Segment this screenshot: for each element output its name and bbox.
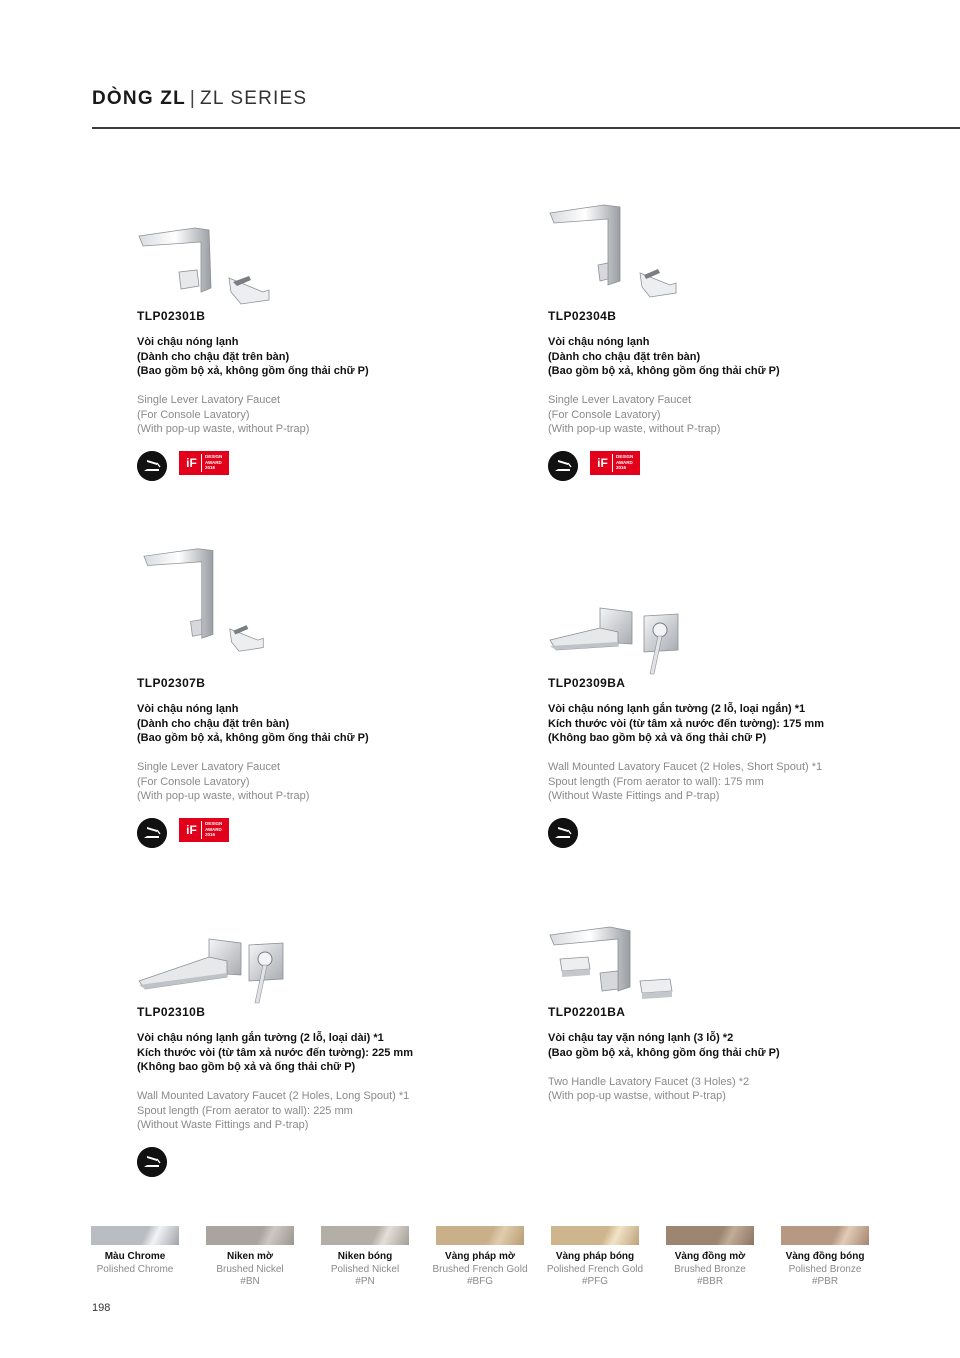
product-desc-en-2: (For Console Lavatory) [548, 409, 661, 421]
page-header [92, 88, 307, 110]
product-desc-vn-2: (Dành cho chậu đặt trên bàn) [137, 351, 290, 363]
product-desc-vn-2: (Dành cho chậu đặt trên bàn) [137, 718, 290, 730]
eco-badge-icon [137, 1147, 167, 1177]
finish-swatch [315, 1226, 415, 1289]
product-desc-en-3: (Without Waste Fittings and P-trap) [137, 1119, 309, 1131]
finish-name-en: Brushed French Gold [432, 1263, 528, 1275]
finish-code: #BFG [466, 1276, 494, 1287]
finish-swatch [430, 1226, 530, 1289]
finish-name-vn: Vàng đồng mờ [674, 1251, 746, 1262]
title-separator: | [189, 88, 197, 109]
if-design-award-badge [179, 451, 229, 475]
page-number: 198 [92, 1302, 111, 1314]
faucet-console-extra-tall-image [137, 545, 287, 655]
product-desc-en-1: Single Lever Lavatory Faucet [137, 394, 281, 406]
product-code: TLP02301B [137, 309, 206, 323]
product-desc-en-2: (With pop-up wastse, without P-trap) [548, 1090, 726, 1102]
finish-code: #PFG [581, 1276, 609, 1287]
if-logo-mark: iF [182, 454, 202, 472]
product-desc-vn-1: Vòi chậu tay vặn nóng lạnh (3 lỗ) *2 [548, 1032, 734, 1044]
product-code: TLP02201BA [548, 1005, 626, 1019]
product-desc-vn-1: Vòi chậu nóng lạnh [137, 336, 239, 348]
series-title-vn: DÒNG ZL [92, 88, 186, 109]
if-award-text: DESIGN AWARD 2016 [205, 821, 223, 837]
product-card-tlp02301b [137, 200, 477, 490]
finish-chip [436, 1226, 524, 1245]
product-desc-vn-3: (Bao gồm bộ xả, không gồm ống thải chữ P) [548, 365, 780, 377]
finish-name-en: Polished French Gold [546, 1263, 644, 1275]
product-desc-en-1: Single Lever Lavatory Faucet [548, 394, 692, 406]
faucet-console-short-image [137, 212, 287, 322]
finish-code: #PBR [811, 1276, 839, 1287]
product-desc-en-3: (Without Waste Fittings and P-trap) [548, 790, 720, 802]
if-logo-mark: iF [593, 454, 613, 472]
product-card-tlp02309ba [548, 567, 888, 857]
if-design-award-badge [179, 818, 229, 842]
finish-chip [666, 1226, 754, 1245]
product-desc-en-3: (With pop-up waste, without P-trap) [137, 790, 310, 802]
product-code: TLP02310B [137, 1005, 206, 1019]
finish-name-vn: Vàng pháp bóng [555, 1251, 635, 1262]
finish-chip [206, 1226, 294, 1245]
product-desc-en-1: Two Handle Lavatory Faucet (3 Holes) *2 [548, 1076, 750, 1088]
product-desc-en-2: Spout length (From aerator to wall): 225 mm [137, 1105, 353, 1117]
product-desc-vn-2: Kích thước vòi (từ tâm xả nước đến tường): 225 mm [137, 1047, 413, 1059]
product-card-tlp02201ba [548, 896, 888, 1186]
finish-code: #BBR [696, 1276, 724, 1287]
finish-name-vn: Niken bóng [337, 1251, 393, 1262]
product-desc-vn-1: Vòi chậu nóng lạnh gắn tường (2 lỗ, loại dài) *1 [137, 1032, 384, 1044]
product-desc-vn-1: Vòi chậu nóng lạnh [548, 336, 650, 348]
eco-badge-icon [137, 451, 167, 481]
finish-name-en: Brushed Nickel [216, 1263, 284, 1275]
finish-swatch [200, 1226, 300, 1289]
finish-chip [781, 1226, 869, 1245]
if-logo-mark: iF [182, 821, 202, 839]
finish-name-vn: Niken mờ [226, 1251, 273, 1262]
faucet-console-tall-image [548, 196, 698, 306]
finish-name-en: Polished Bronze [788, 1263, 862, 1275]
product-card-tlp02310b [137, 896, 477, 1186]
product-desc-en-2: (For Console Lavatory) [137, 776, 250, 788]
eco-badge-icon [548, 818, 578, 848]
header-rule [92, 127, 960, 129]
product-desc-en-1: Single Lever Lavatory Faucet [137, 761, 281, 773]
product-desc-en-2: Spout length (From aerator to wall): 175 mm [548, 776, 764, 788]
if-award-text: DESIGN AWARD 2016 [616, 454, 634, 470]
product-desc-en-1: Wall Mounted Lavatory Faucet (2 Holes, Long Spout) *1 [137, 1090, 410, 1102]
eco-badge-icon [548, 451, 578, 481]
product-code: TLP02304B [548, 309, 617, 323]
two-handle-faucet-image [548, 910, 698, 1020]
finish-swatch [85, 1226, 185, 1276]
finish-name-en: Polished Nickel [330, 1263, 400, 1275]
finish-name-en: Brushed Bronze [674, 1263, 746, 1275]
finish-swatch [545, 1226, 645, 1289]
product-desc-vn-3: (Không bao gồm bộ xả và ống thải chữ P) [548, 732, 767, 744]
finish-chip [91, 1226, 179, 1245]
finish-name-vn: Màu Chrome [104, 1251, 166, 1262]
if-award-text: DESIGN AWARD 2016 [205, 454, 223, 470]
finish-swatch-row [85, 1226, 885, 1296]
product-desc-vn-2: (Dành cho chậu đặt trên bàn) [548, 351, 701, 363]
product-card-tlp02307b [137, 567, 477, 857]
finish-name-en: Polished Chrome [96, 1263, 174, 1275]
product-desc-vn-3: (Bao gồm bộ xả, không gồm ống thải chữ P) [137, 732, 369, 744]
finish-name-vn: Vàng pháp mờ [445, 1251, 515, 1262]
product-code: TLP02309BA [548, 676, 626, 690]
if-design-award-badge [590, 451, 640, 475]
finish-chip [551, 1226, 639, 1245]
eco-badge-icon [137, 818, 167, 848]
product-desc-vn-1: Vòi chậu nóng lạnh [137, 703, 239, 715]
product-desc-en-2: (For Console Lavatory) [137, 409, 250, 421]
product-desc-vn-2: (Bao gồm bộ xả, không gồm ống thải chữ P) [548, 1047, 780, 1059]
product-desc-en-3: (With pop-up waste, without P-trap) [548, 423, 721, 435]
product-desc-en-1: Wall Mounted Lavatory Faucet (2 Holes, Short Spout) *1 [548, 761, 823, 773]
product-desc-vn-3: (Không bao gồm bộ xả và ống thải chữ P) [137, 1061, 356, 1073]
product-card-tlp02304b [548, 200, 888, 490]
product-desc-vn-2: Kích thước vòi (từ tâm xả nước đến tường): 175 mm [548, 718, 824, 730]
product-desc-en-3: (With pop-up waste, without P-trap) [137, 423, 310, 435]
finish-code: #BN [240, 1276, 260, 1287]
finish-chip [321, 1226, 409, 1245]
product-code: TLP02307B [137, 676, 206, 690]
finish-name-vn: Vàng đồng bóng [785, 1251, 865, 1262]
finish-swatch [775, 1226, 875, 1289]
product-desc-vn-3: (Bao gồm bộ xả, không gồm ống thải chữ P) [137, 365, 369, 377]
product-desc-vn-1: Vòi chậu nóng lạnh gắn tường (2 lỗ, loại ngắn) *1 [548, 703, 806, 715]
finish-swatch [660, 1226, 760, 1289]
finish-code: #PN [355, 1276, 375, 1287]
series-title-en: ZL SERIES [200, 88, 308, 109]
